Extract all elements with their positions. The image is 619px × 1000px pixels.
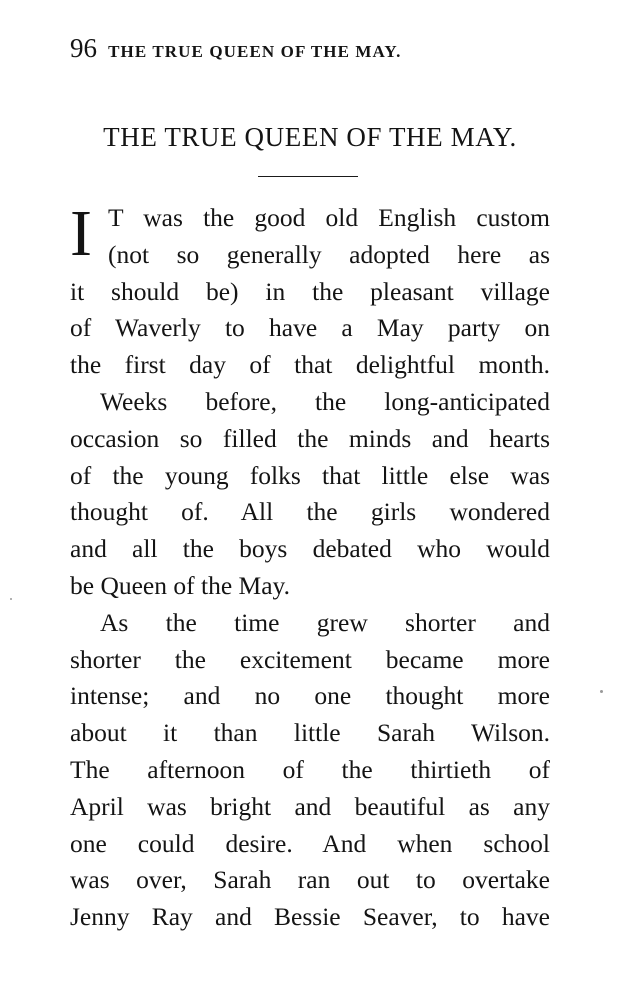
text-line: and all the boys debated who would xyxy=(70,534,550,564)
text-line: was over, Sarah ran out to overtake xyxy=(70,865,550,895)
text-line: of the young folks that little else was xyxy=(70,460,550,490)
text-line: April was bright and beautiful as any xyxy=(70,791,550,821)
title-divider-rule xyxy=(258,176,358,177)
body-text xyxy=(70,197,550,936)
paper-speck xyxy=(10,598,12,600)
drop-cap: I xyxy=(70,197,92,270)
text-line: The afternoon of the thirtieth of xyxy=(70,754,550,784)
text-line: intense; and no one thought more xyxy=(70,681,550,711)
text-line: shorter the excitement became more xyxy=(70,644,550,674)
paper-speck xyxy=(600,690,603,693)
text-line: T was the good old English custom xyxy=(108,203,550,232)
page-number: 96 xyxy=(70,33,97,63)
text-line: occasion so filled the minds and hearts xyxy=(70,423,550,453)
text-line: one could desire. And when school xyxy=(70,828,550,858)
text-line: Jenny Ray and Bessie Seaver, to have xyxy=(70,902,550,932)
text-line: the first day of that delightful month. xyxy=(70,350,550,380)
text-line: of Waverly to have a May party on xyxy=(70,313,550,343)
chapter-title: THE TRUE QUEEN OF THE MAY. xyxy=(103,122,517,152)
text-line: it should be) in the pleasant village xyxy=(70,276,550,306)
text-line: be Queen of the May. xyxy=(70,570,290,600)
text-line: thought of. All the girls wondered xyxy=(70,497,550,527)
running-title: THE TRUE QUEEN OF THE MAY. xyxy=(108,42,402,61)
text-line: (not so generally adopted here as xyxy=(108,239,550,269)
text-line: As the time grew shorter and xyxy=(100,607,550,637)
running-header xyxy=(70,31,550,65)
text-line: Weeks before, the long-anticipated xyxy=(100,386,550,416)
text-line: about it than little Sarah Wilson. xyxy=(70,718,550,748)
